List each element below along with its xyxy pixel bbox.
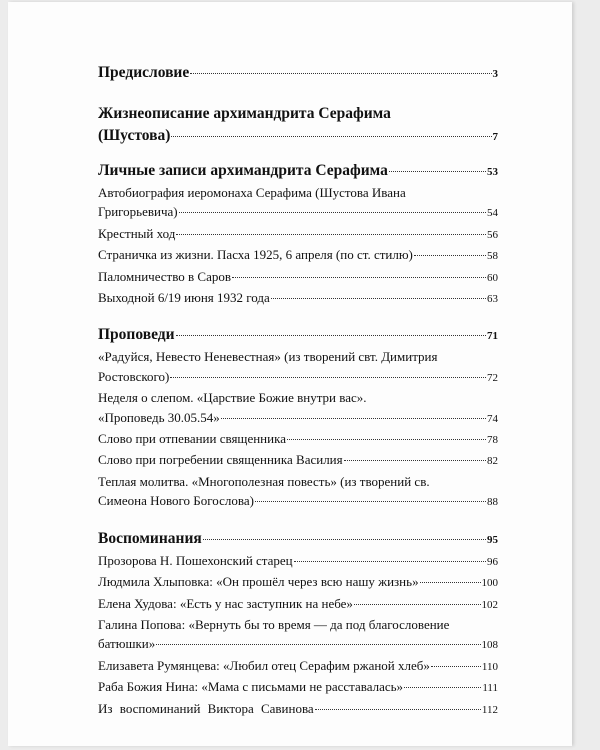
book-page: [8, 2, 572, 746]
toc-entry: [98, 288, 498, 309]
dot-leader: [431, 666, 481, 667]
section-title: Личные записи архимандрита Серафима: [98, 162, 388, 179]
page-number: 74: [487, 412, 498, 425]
entry-title: Выходной 6/19 июня 1932 года: [98, 290, 270, 306]
page-number: 71: [487, 330, 498, 343]
toc-entry: [98, 224, 498, 245]
dot-leader: [420, 582, 481, 583]
page-number: 95: [487, 533, 498, 546]
dot-leader: [255, 501, 486, 502]
page-number: 54: [487, 207, 498, 220]
entry-title-line: Неделя о слепом. «Царствие Божие внутри вас».: [98, 390, 367, 406]
entry-title: Елизавета Румянцева: «Любил отец Серафим ржаной хлеб»: [98, 657, 430, 673]
dot-leader: [315, 709, 481, 710]
section-title-line: (Шустова): [98, 127, 171, 144]
toc-entry: [98, 699, 498, 720]
toc-entry: [98, 615, 498, 656]
page-number: 78: [487, 434, 498, 447]
entry-title: Слово при отпевании священника: [98, 431, 286, 447]
entry-title-line: Симеона Нового Богослова): [98, 493, 254, 509]
toc-entry: [98, 450, 498, 471]
page-number: 56: [487, 228, 498, 241]
entry-title-row: [98, 491, 498, 512]
page-number: 108: [481, 639, 498, 652]
entry-title: Елена Худова: «Есть у нас заступник на небе»: [98, 595, 353, 611]
entry-title: Прозорова Н. Пошехонский старец: [98, 552, 293, 568]
page-number: 110: [481, 660, 498, 673]
entry-title: Людмила Хлыповка: «Он прошёл через всю нашу жизнь»: [98, 574, 419, 590]
dot-leader: [287, 439, 486, 440]
dot-leader: [414, 255, 486, 256]
dot-leader: [179, 212, 486, 213]
entry-title-row: [98, 367, 498, 388]
dot-leader: [404, 687, 481, 688]
toc-entry: [98, 677, 498, 698]
section-title-row: [98, 125, 498, 148]
toc-entry: [98, 551, 498, 572]
dot-leader: [176, 234, 486, 235]
toc-entry: [98, 656, 498, 677]
page-number: 3: [492, 68, 498, 80]
section-title-line: Жизнеописание архимандрита Серафима: [98, 105, 391, 122]
page-number: 112: [481, 703, 498, 716]
page-number: 7: [492, 131, 498, 143]
dot-leader: [176, 335, 486, 336]
toc-entry: [98, 183, 498, 224]
entry-title-line: Теплая молитва. «Многополезная повесть» (из творений св.: [98, 473, 430, 489]
entry-title: Раба Божия Нина: «Мама с письмами не расставалась»: [98, 679, 404, 695]
entry-title: Паломничество в Саров: [98, 268, 232, 284]
page-number: 88: [487, 496, 498, 509]
entry-title-line: Ростовского): [98, 368, 170, 384]
toc-entry: [98, 429, 498, 450]
entry-title: Страничка из жизни. Пасха 1925, 6 апреля (по ст. стилю): [98, 247, 413, 263]
dot-leader: [232, 277, 486, 278]
section-title: Проповеди: [98, 326, 175, 344]
page-number: 111: [482, 682, 498, 695]
entry-title-row: [98, 202, 498, 223]
entry-title: Крестный ход: [98, 225, 176, 241]
table-of-contents: [98, 62, 498, 720]
toc-entry: [98, 267, 498, 288]
dot-leader: [203, 539, 486, 540]
dot-leader: [389, 171, 486, 172]
entry-title: Слово при погребении священника Василия: [98, 452, 343, 468]
toc-entry: [98, 472, 498, 513]
page-number: 72: [487, 371, 498, 384]
entry-title-line: «Проповедь 30.05.54»: [98, 409, 220, 425]
dot-leader: [156, 644, 480, 645]
toc-entry: [98, 347, 498, 388]
page-number: 96: [487, 555, 498, 568]
toc-section-preface: [98, 62, 498, 85]
entry-title-line: «Радуйся, Невесто Неневестная» (из творений свт. Димитрия: [98, 349, 438, 365]
entry-title-row: [98, 634, 498, 655]
dot-leader: [221, 418, 486, 419]
page-number: 53: [487, 166, 498, 178]
toc-entry: [98, 245, 498, 266]
entry-title-line: Галина Попова: «Вернуть бы то время — да под благословение: [98, 616, 450, 632]
page-number: 102: [481, 598, 498, 611]
dot-leader: [271, 298, 486, 299]
entry-title-line: Григорьевича): [98, 204, 178, 220]
toc-entry: [98, 594, 498, 615]
entry-title-line: батюшки»: [98, 636, 156, 652]
entry-title: Из воспоминаний Виктора Савинова: [98, 700, 314, 716]
toc-entry: [98, 388, 498, 429]
dot-leader: [344, 460, 486, 461]
section-title: Предисловие: [98, 64, 190, 81]
dot-leader: [171, 136, 491, 137]
page-number: 60: [487, 271, 498, 284]
page-number: 100: [481, 577, 498, 590]
page-number: 82: [487, 455, 498, 468]
dot-leader: [190, 73, 491, 74]
page-number: 58: [487, 250, 498, 263]
toc-section-memories: [98, 528, 498, 551]
dot-leader: [170, 377, 486, 378]
toc-entry: [98, 572, 498, 593]
entry-title-row: [98, 408, 498, 429]
entry-title-line: Автобиография иеромонаха Серафима (Шустова Ивана: [98, 185, 406, 200]
toc-section-sermons: [98, 324, 498, 347]
dot-leader: [354, 604, 481, 605]
section-title: Воспоминания: [98, 529, 202, 547]
toc-section-biography: [98, 103, 498, 148]
dot-leader: [294, 561, 486, 562]
toc-section-notes: [98, 160, 498, 183]
page-number: 63: [487, 293, 498, 306]
